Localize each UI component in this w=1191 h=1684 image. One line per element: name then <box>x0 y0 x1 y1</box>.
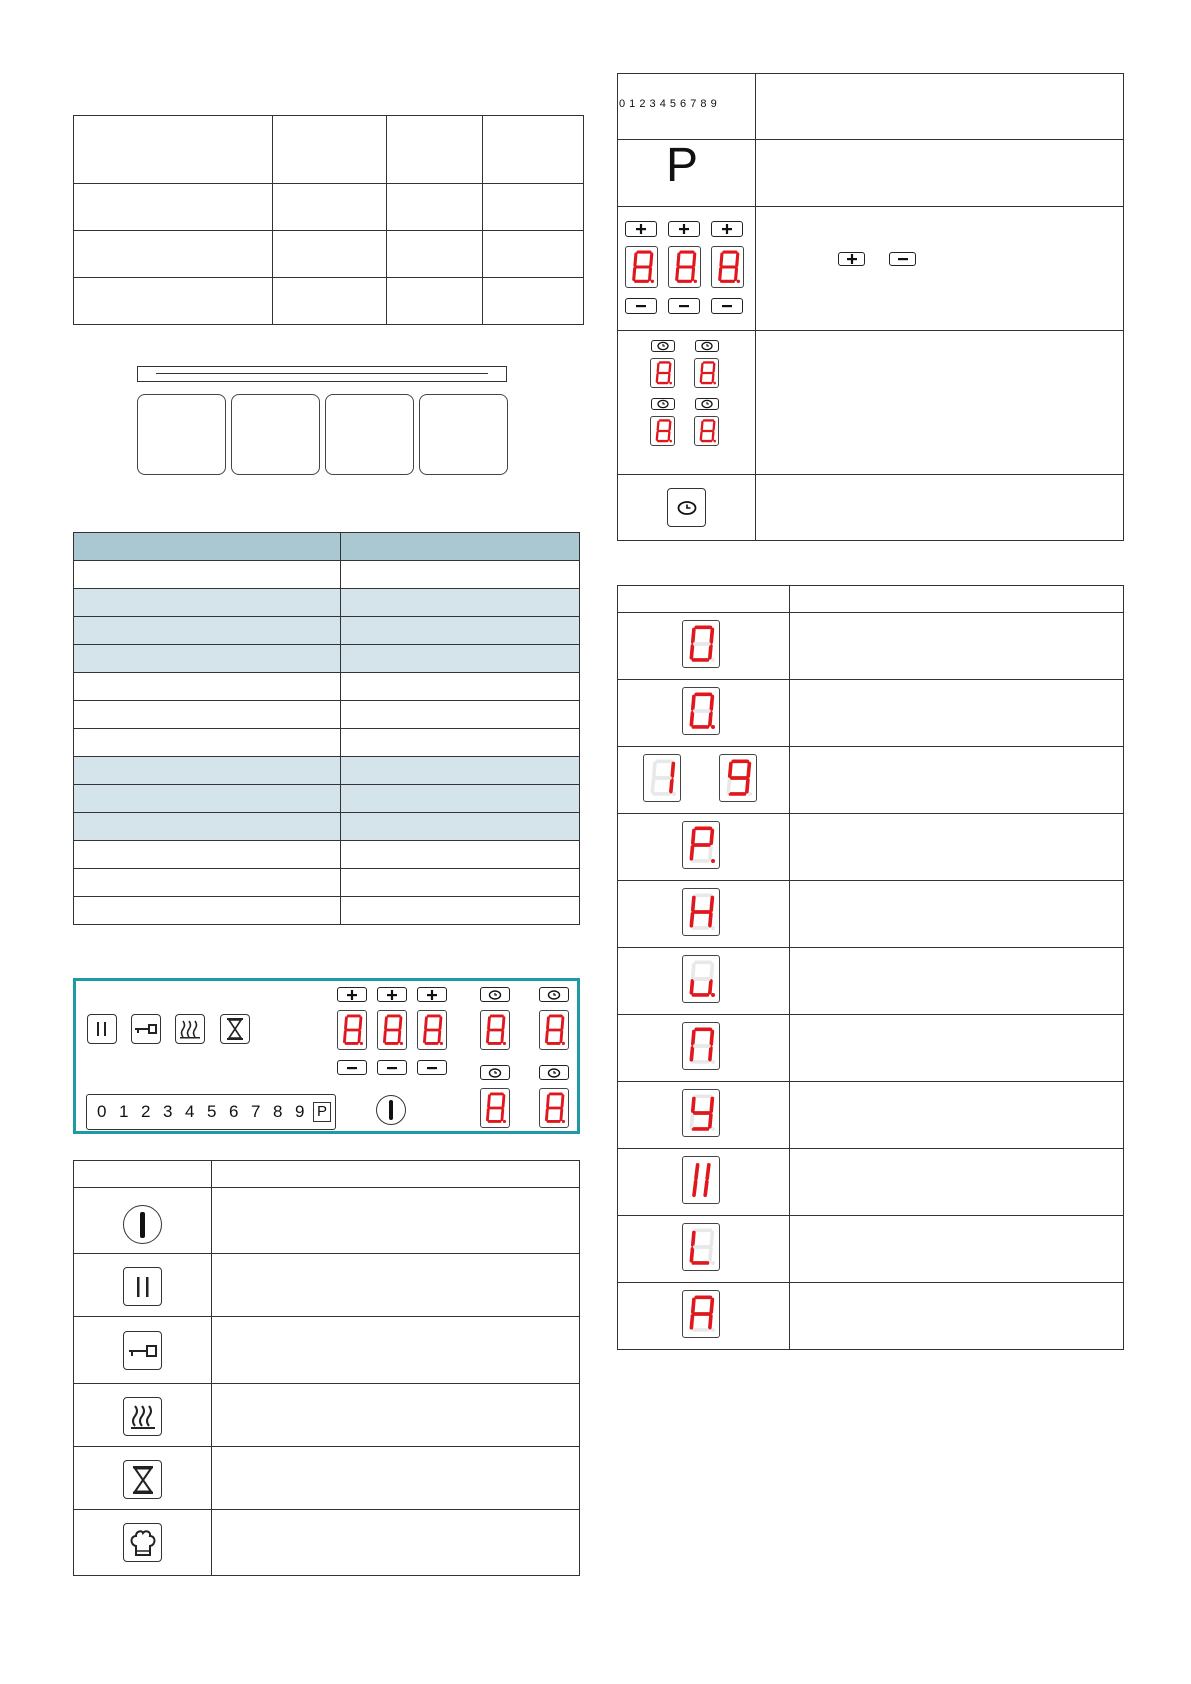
cooking-zone-table <box>73 115 584 325</box>
pause-icon[interactable] <box>87 1014 117 1044</box>
settings-table <box>73 532 580 925</box>
hob-zone-2 <box>231 394 320 475</box>
hourglass-icon <box>123 1460 162 1499</box>
zone2-plus-button <box>668 221 700 237</box>
chef-hat-icon <box>123 1523 162 1562</box>
slider-step-7[interactable]: 7 <box>251 1102 261 1121</box>
timer3-button[interactable] <box>480 1065 510 1080</box>
boost-p-button[interactable]: P <box>313 1102 331 1122</box>
code-0-dot-display <box>682 687 720 735</box>
zone1-minus-button <box>625 298 657 314</box>
zone3-plus-button[interactable] <box>417 987 447 1002</box>
timer1-display-top <box>650 358 675 388</box>
minus-icon <box>889 252 916 266</box>
code-h-display <box>682 888 720 936</box>
plus-icon <box>838 252 865 266</box>
zone1-plus-button[interactable] <box>337 987 367 1002</box>
zone3-display <box>711 246 744 288</box>
heat-waves-icon <box>123 1397 162 1436</box>
timer1-button <box>651 340 675 352</box>
zone1-display <box>337 1010 367 1050</box>
code-l-display <box>682 1223 720 1271</box>
code-p-display <box>682 821 720 869</box>
code-9-display <box>719 754 757 802</box>
timer2-button <box>695 340 719 352</box>
heat-waves-icon[interactable] <box>175 1014 205 1044</box>
slider-step-3[interactable]: 3 <box>163 1102 173 1121</box>
zone2-minus-button <box>668 298 700 314</box>
timer4-button <box>695 398 719 410</box>
timer2-display-top <box>694 358 719 388</box>
zone2-display <box>668 246 701 288</box>
code-a-display <box>682 1290 720 1338</box>
code-1-display <box>643 754 681 802</box>
timer1-display-top <box>480 1010 510 1050</box>
code-11-display <box>682 1156 720 1204</box>
zone1-display <box>625 246 658 288</box>
hourglass-icon[interactable] <box>220 1014 250 1044</box>
timer2-button[interactable] <box>539 987 569 1002</box>
timer2-display-bottom <box>539 1088 569 1128</box>
hob-top-bar <box>137 366 507 382</box>
power-slider[interactable] <box>86 1094 336 1130</box>
zone3-plus-button <box>711 221 743 237</box>
pause-icon <box>123 1267 162 1306</box>
slider-step-6[interactable]: 6 <box>229 1102 239 1121</box>
boost-p-label: P <box>666 139 699 192</box>
slider-step-2[interactable]: 2 <box>141 1102 151 1121</box>
code-n-display <box>682 1022 720 1070</box>
zone1-minus-button[interactable] <box>337 1060 367 1075</box>
timer-icon <box>667 488 706 527</box>
slider-step-4[interactable]: 4 <box>185 1102 195 1121</box>
power-icon[interactable] <box>376 1095 406 1125</box>
code-y-display <box>682 1089 720 1137</box>
timer1-display-bottom <box>650 416 675 446</box>
slider-step-1[interactable]: 1 <box>119 1102 129 1121</box>
key-lock-icon[interactable] <box>131 1014 161 1044</box>
zone1-plus-button <box>625 221 657 237</box>
slider-step-0[interactable]: 0 <box>97 1102 107 1121</box>
zone2-plus-button[interactable] <box>377 987 407 1002</box>
timer1-button[interactable] <box>480 987 510 1002</box>
zone3-minus-button <box>711 298 743 314</box>
slider-step-9[interactable]: 9 <box>295 1102 305 1121</box>
zone3-minus-button[interactable] <box>417 1060 447 1075</box>
timer4-button[interactable] <box>539 1065 569 1080</box>
zone2-display <box>377 1010 407 1050</box>
timer2-display-bottom <box>694 416 719 446</box>
code-u-display <box>682 955 720 1003</box>
zone3-display <box>417 1010 447 1050</box>
timer1-display-bottom <box>480 1088 510 1128</box>
hob-zone-3 <box>325 394 414 475</box>
slider-step-8[interactable]: 8 <box>273 1102 283 1121</box>
slider-scale-label: 0 1 2 3 4 5 6 7 8 9 <box>619 98 718 110</box>
timer3-button <box>651 398 675 410</box>
hob-zone-1 <box>137 394 226 475</box>
zone2-minus-button[interactable] <box>377 1060 407 1075</box>
power-icon <box>123 1205 162 1244</box>
key-lock-icon <box>123 1331 162 1370</box>
slider-step-5[interactable]: 5 <box>207 1102 217 1121</box>
hob-zone-4 <box>419 394 508 475</box>
code-0-display <box>682 620 720 668</box>
timer2-display-top <box>539 1010 569 1050</box>
